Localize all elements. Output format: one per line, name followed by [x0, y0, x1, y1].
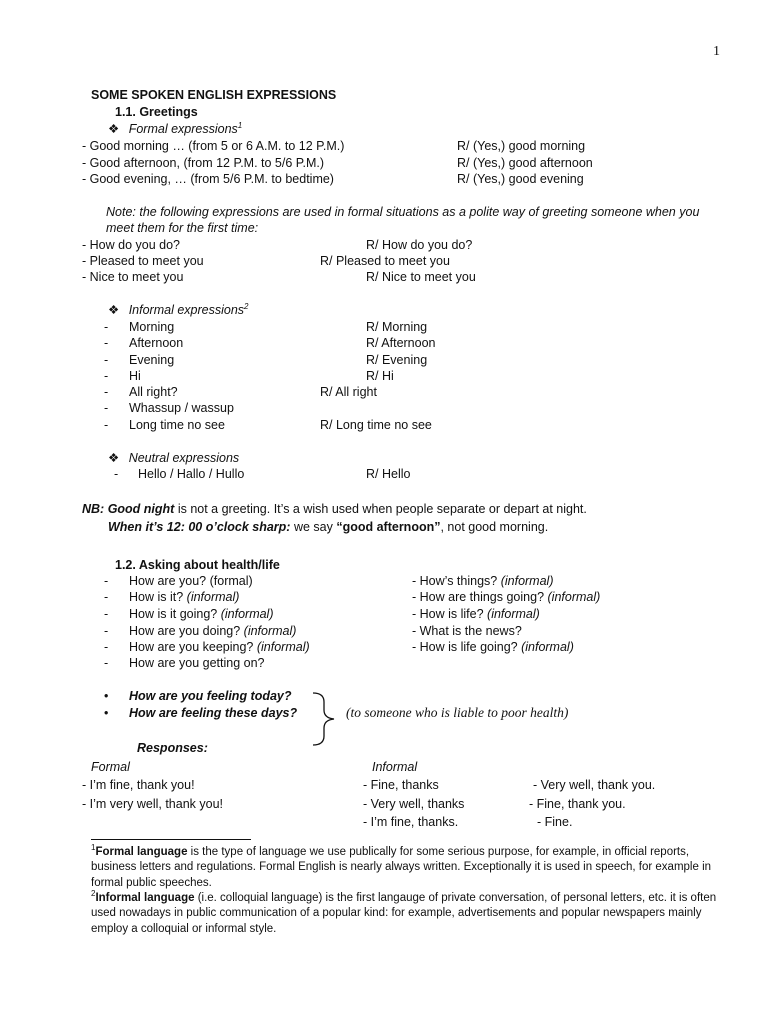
dash-bullet: - [104, 590, 109, 604]
dash-bullet: - [104, 369, 109, 383]
health-question-left: How are you? (formal) [129, 574, 253, 588]
dash-bullet: - [104, 418, 109, 432]
nb-text: is not a greeting. It’s a wish used when people separate or depart at night. [174, 502, 587, 516]
formal-label: Formal [91, 760, 130, 774]
health-question-left: How is it? (informal) [129, 590, 240, 604]
nb-label-2: When it’s 12: 00 o’clock sharp: [108, 520, 291, 534]
informal-greeting-left: Whassup / wassup [129, 401, 234, 415]
responses-label: Responses: [137, 741, 208, 755]
brace-note: (to someone who is liable to poor health) [346, 705, 569, 720]
footnote-separator [91, 839, 251, 840]
formal-expressions-heading [108, 121, 242, 137]
informal-response: - Very well, thanks [363, 797, 465, 811]
informal-greeting-right: R/ Hi [366, 369, 394, 383]
health-question-right: - How are things going? (informal) [412, 590, 601, 604]
informal-response: - I’m fine, thanks. [363, 815, 459, 829]
diamond-bullet-icon: ❖ [108, 303, 120, 317]
health-question-right: - How’s things? (informal) [412, 574, 554, 588]
informal-response: - Fine, thanks [363, 778, 439, 792]
informal-response: - Very well, thank you. [533, 778, 656, 792]
health-bullet-question: How are you feeling today? [129, 689, 292, 703]
nb-text-2a: we say [290, 520, 337, 534]
informal-label: Informal [372, 760, 418, 774]
health-question-right: - How is life? (informal) [412, 607, 540, 621]
neutral-expressions-label: Neutral expressions [128, 451, 240, 465]
page-number: 1 [713, 44, 720, 59]
neutral-expressions-heading [108, 450, 239, 466]
dash-bullet: - [104, 624, 109, 638]
polite-greeting-left: - How do you do? [82, 238, 180, 252]
dash-bullet: - [104, 320, 109, 334]
health-question-left: How are you keeping? (informal) [129, 640, 310, 654]
dash-bullet: - [104, 385, 109, 399]
health-bullet-question: How are feeling these days? [129, 706, 298, 720]
note-line: Note: the following expressions are used in formal situations as a polite way of greeting someone when you [106, 205, 700, 219]
footnote: $^1$Formal language is the type of language we use publically for some serious purpose, for example, in official reports, business letters and regulations. Formal English is nearly always written. Exceptionally it is used in speech, for example in formal public speeches. [91, 843, 712, 889]
informal-expressions-heading [108, 302, 248, 318]
health-question-right: - What is the news? [412, 624, 522, 638]
polite-greeting-left: - Nice to meet you [82, 270, 184, 284]
formal-greeting-right: R/ (Yes,) good afternoon [457, 156, 593, 170]
nb-text-2b: , not good morning. [440, 520, 549, 534]
informal-expressions-label: Informal expressions [128, 303, 245, 317]
bullet-dot-icon: • [104, 689, 109, 703]
health-question-left: How are you getting on? [129, 656, 265, 670]
informal-response: - Fine, thank you. [529, 797, 626, 811]
health-question-left: How is it going? (informal) [129, 607, 274, 621]
informal-greeting-left: Morning [129, 320, 175, 334]
section-heading-greetings: 1.1. Greetings [115, 105, 198, 119]
informal-greeting-right: R/ All right [320, 385, 377, 399]
dash-bullet: - [104, 574, 109, 588]
nb-quote: “good afternoon” [336, 520, 441, 534]
diamond-bullet-icon: ❖ [108, 122, 120, 136]
footnote: $^2$Informal language (i.e. colloquial language) is the first langauge of private conversation, of personal letters, etc. it is often used nowadays in public communication of a popular kind: for example, advertisements and popular newspapers mainly employ a colloquial or informal style. [91, 889, 717, 935]
polite-greeting-right: R/ How do you do? [366, 238, 473, 252]
note-line: meet them for the first time: [106, 221, 259, 235]
bullet-dot-icon: • [104, 706, 109, 720]
dash-bullet: - [104, 640, 109, 654]
informal-greeting-right: R/ Afternoon [366, 336, 436, 350]
informal-greeting-left: Evening [129, 353, 175, 367]
document-title: SOME SPOKEN ENGLISH EXPRESSIONS [91, 88, 337, 102]
informal-greeting-right: R/ Long time no see [320, 418, 432, 432]
diamond-bullet-icon: ❖ [108, 451, 120, 465]
dash-bullet: - [104, 656, 109, 670]
nb-label: NB: Good night [82, 502, 175, 516]
polite-greeting-right: R/ Nice to meet you [366, 270, 476, 284]
formal-greeting-right: R/ (Yes,) good evening [457, 172, 584, 186]
polite-greeting-right: R/ Pleased to meet you [320, 254, 450, 268]
nb-good-night [82, 501, 587, 517]
informal-greeting-left: All right? [129, 385, 178, 399]
nb-twelve-oclock [108, 519, 548, 535]
dash-bullet: - [104, 336, 109, 350]
dash-bullet: - [104, 401, 109, 415]
dash-bullet: - [104, 607, 109, 621]
dash-bullet: - [114, 467, 119, 481]
informal-greeting-right: R/ Morning [366, 320, 428, 334]
formal-greeting-left: - Good morning … (from 5 or 6 A.M. to 12 P.M.) [82, 139, 345, 153]
curly-brace-icon [310, 690, 340, 748]
informal-greeting-right: R/ Evening [366, 353, 428, 367]
formal-response: - I’m very well, thank you! [82, 797, 224, 811]
formal-greeting-left: - Good evening, … (from 5/6 P.M. to bedtime) [82, 172, 334, 186]
neutral-greeting-right: R/ Hello [366, 467, 411, 481]
health-question-left: How are you doing? (informal) [129, 624, 297, 638]
informal-greeting-left: Hi [129, 369, 141, 383]
informal-greeting-left: Afternoon [129, 336, 184, 350]
formal-greeting-left: - Good afternoon, (from 12 P.M. to 5/6 P.M.) [82, 156, 325, 170]
informal-response: - Fine. [537, 815, 573, 829]
formal-expressions-label: Formal expressions [128, 122, 238, 136]
health-question-right: - How is life going? (informal) [412, 640, 574, 654]
neutral-greeting-left: Hello / Hallo / Hullo [138, 467, 245, 481]
footnote-ref: 1 [237, 120, 243, 130]
section-heading-health: 1.2. Asking about health/life [115, 558, 280, 572]
dash-bullet: - [104, 353, 109, 367]
formal-greeting-right: R/ (Yes,) good morning [457, 139, 586, 153]
footnote-ref: 2 [244, 301, 249, 311]
formal-response: - I’m fine, thank you! [82, 778, 195, 792]
polite-greeting-left: - Pleased to meet you [82, 254, 204, 268]
informal-greeting-left: Long time no see [129, 418, 225, 432]
